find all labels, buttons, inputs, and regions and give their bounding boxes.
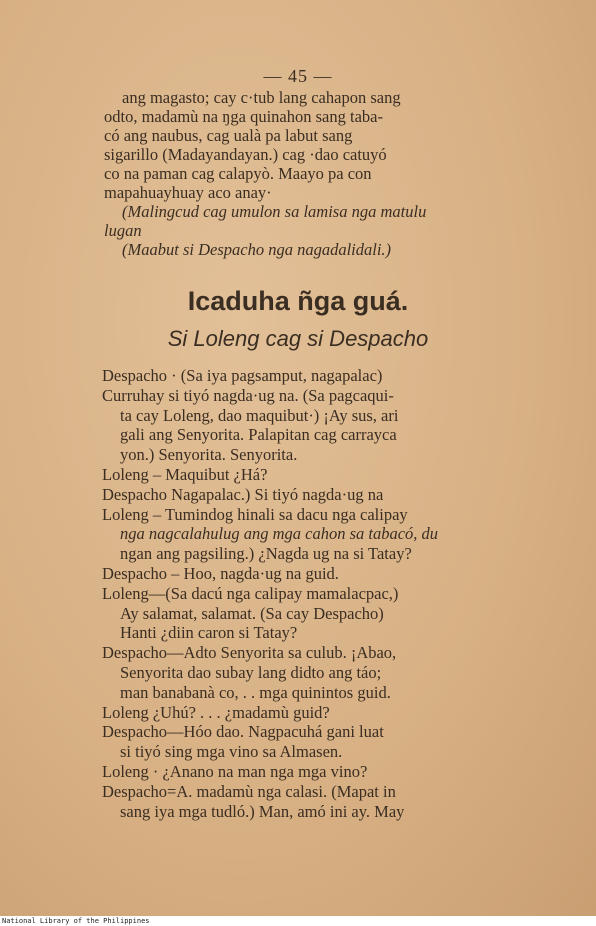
stage-direction-line: lugan <box>104 221 142 240</box>
dialogue-block <box>102 366 538 821</box>
text-line: odto, madamù na ŋga quinahon sang taba- <box>104 107 383 126</box>
dialogue-line: gali ang Senyorita. Palapitan cag carrayca <box>120 425 397 445</box>
text-line: có ang naubus, cag ualà pa labut sang <box>104 126 353 145</box>
stage-direction-line: (Malingcud cag umulon sa lamisa nga matulu <box>122 202 427 221</box>
stage-direction-line: (Maabut si Despacho nga nagadalidali.) <box>122 240 392 259</box>
dialogue-line: Loleng – Maquibut ¿Há? <box>102 464 268 484</box>
dialogue-line: Curruhay si tiyó nagda·ug na. (Sa pagcaqui- <box>102 385 394 405</box>
dialogue-line: Loleng – Tumindog hinali sa dacu nga calipay <box>102 504 408 524</box>
dialogue-line: nga nagcalahulug ang mga cahon sa tabacó, du <box>120 524 439 544</box>
page-number: — 45 — <box>263 66 333 86</box>
dialogue-line: Loleng · ¿Anano na man nga mga vino? <box>102 761 368 781</box>
dialogue-line: man banabanà co, . . mga quinintos guid. <box>120 682 391 702</box>
dialogue-line: Despacho – Hoo, nagda·ug na guid. <box>102 563 339 583</box>
dialogue-line: Despacho Nagapalac.) Si tiyó nagda·ug na <box>102 484 384 504</box>
scene-heading: Icaduha ñga guá. <box>187 286 409 316</box>
dialogue-line: Loleng—(Sa dacú nga calipay mamalacpac,) <box>102 583 399 603</box>
dialogue-line: Despacho · (Sa iya pagsamput, nagapalac) <box>102 366 383 385</box>
dialogue-line: Senyorita dao subay lang didto ang táo; <box>120 662 382 682</box>
dialogue-line: yon.) Senyorita. Senyorita. <box>120 445 298 465</box>
text-line: ang magasto; cay c·tub lang cahapon sang <box>122 88 401 107</box>
dialogue-line: sang iya mga tudló.) Man, amó ini ay. May <box>120 801 405 821</box>
dialogue-line: Loleng ¿Uhú? . . . ¿madamù guid? <box>102 702 330 722</box>
dialogue-line: Hanti ¿diin caron si Tatay? <box>120 623 298 643</box>
text-line: sigarillo (Madayandayan.) cag ·dao catuyó <box>104 145 387 164</box>
dialogue-line: si tiyó sing mga vino sa Almasen. <box>120 742 343 762</box>
text-line: mapahuayhuay aco anay· <box>104 183 272 202</box>
dialogue-line: ta cay Loleng, dao maquibut·) ¡Ay sus, ari <box>120 405 399 425</box>
dialogue-line: Despacho—Hóo dao. Nagpacuhá gani luat <box>102 722 384 742</box>
dialogue-line: ngan ang pagsiling.) ¿Nagda ug na si Tatay? <box>120 544 412 564</box>
dialogue-line: Ay salamat, salamat. (Sa cay Despacho) <box>120 603 384 623</box>
top-paragraph <box>104 88 536 259</box>
scene-subheading: Si Loleng cag si Despacho <box>167 326 429 351</box>
footer-credit: National Library of the Philippines <box>2 917 150 925</box>
text-line: co na paman cag calapyò. Maayo pa con <box>104 164 372 183</box>
dialogue-line: Despacho—Adto Senyorita sa culub. ¡Abao, <box>102 643 397 663</box>
dialogue-line: Despacho=A. madamù nga calasi. (Mapat in <box>102 781 396 801</box>
